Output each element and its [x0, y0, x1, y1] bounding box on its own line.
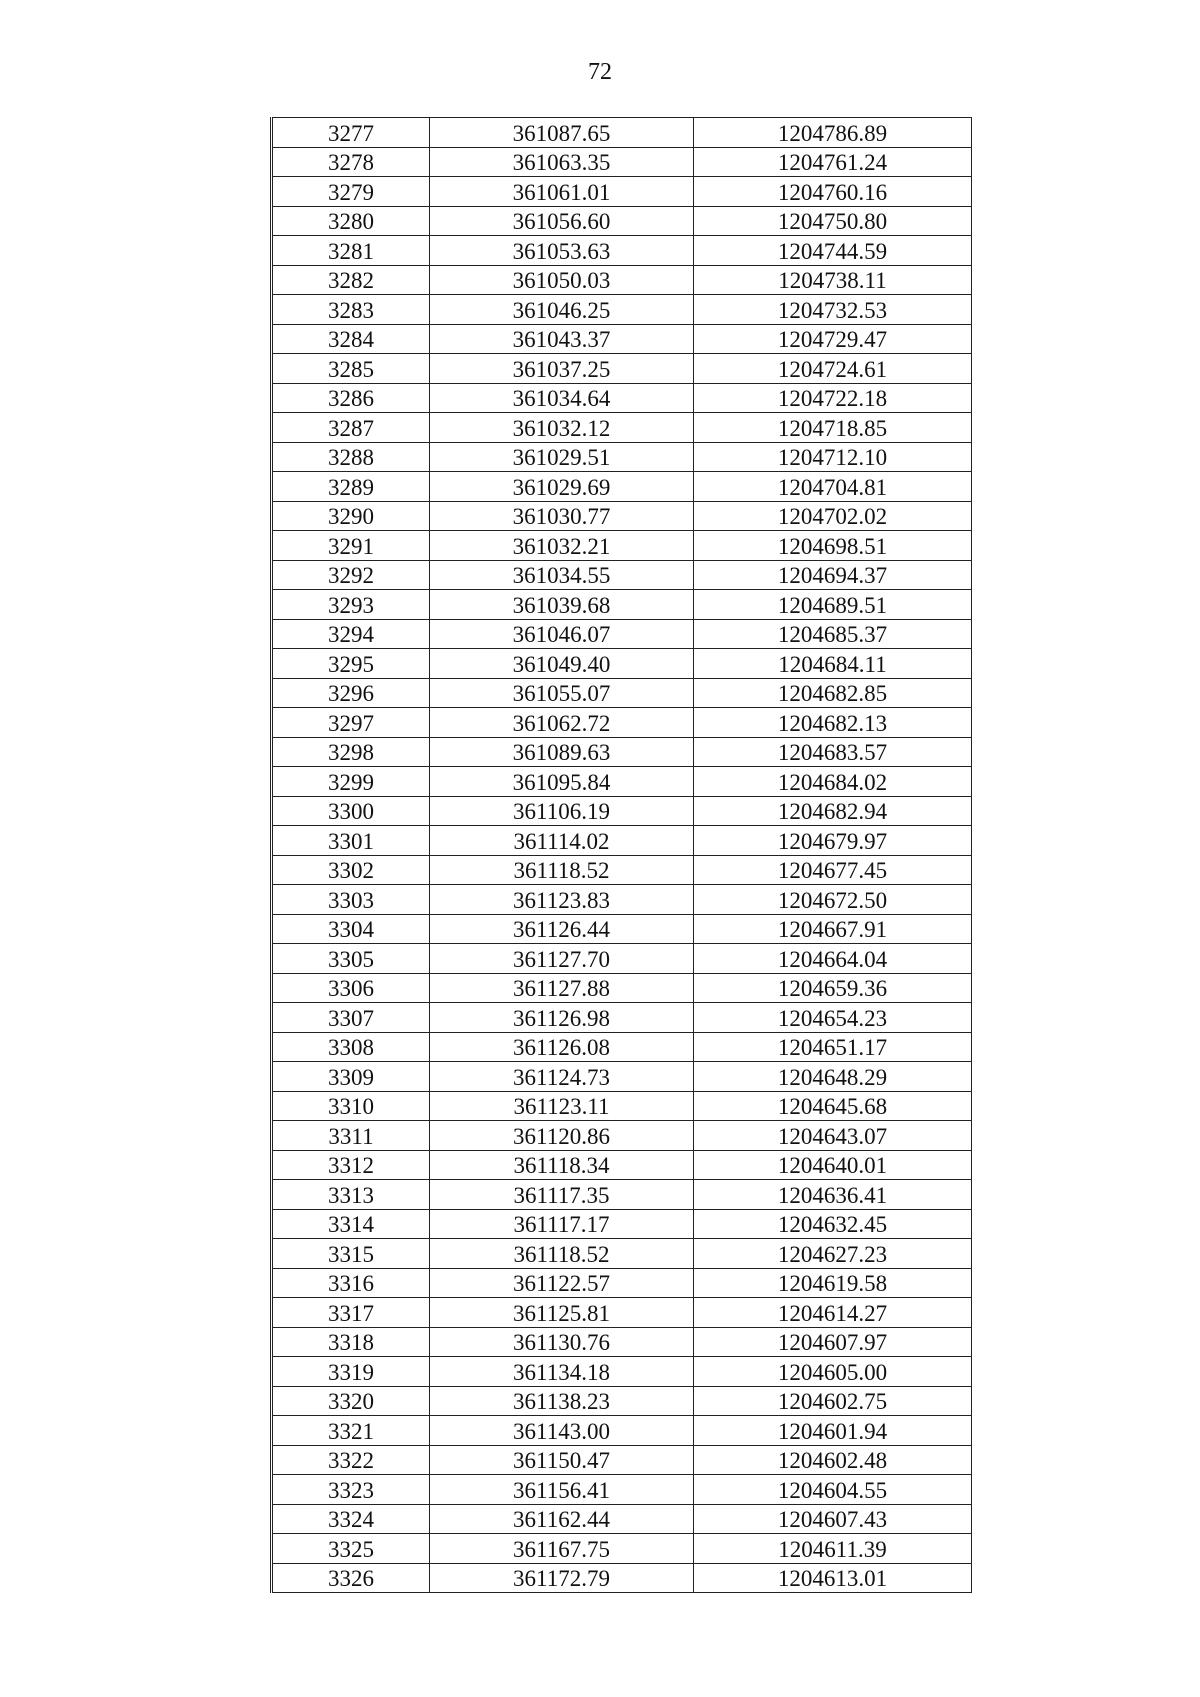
y-coordinate-cell: 1204698.51: [694, 531, 972, 561]
x-coordinate-cell: 361126.44: [430, 914, 694, 944]
table-row: [272, 1062, 972, 1092]
point-number-cell: 3303: [272, 885, 430, 915]
y-coordinate-cell: 1204682.13: [694, 708, 972, 738]
point-number-cell: 3304: [272, 914, 430, 944]
table-row: [272, 265, 972, 295]
table-row: [272, 1445, 972, 1475]
x-coordinate-cell: 361172.79: [430, 1563, 694, 1593]
table-row: [272, 1150, 972, 1180]
table-row: [272, 413, 972, 443]
x-coordinate-cell: 361106.19: [430, 796, 694, 826]
x-coordinate-cell: 361056.60: [430, 206, 694, 236]
table-row: [272, 236, 972, 266]
y-coordinate-cell: 1204677.45: [694, 855, 972, 885]
x-coordinate-cell: 361039.68: [430, 590, 694, 620]
y-coordinate-cell: 1204614.27: [694, 1298, 972, 1328]
point-number-cell: 3319: [272, 1357, 430, 1387]
y-coordinate-cell: 1204744.59: [694, 236, 972, 266]
point-number-cell: 3315: [272, 1239, 430, 1269]
point-number-cell: 3290: [272, 501, 430, 531]
x-coordinate-cell: 361062.72: [430, 708, 694, 738]
table-row: [272, 442, 972, 472]
y-coordinate-cell: 1204679.97: [694, 826, 972, 856]
table-row: [272, 767, 972, 797]
y-coordinate-cell: 1204684.02: [694, 767, 972, 797]
table-row: [272, 1180, 972, 1210]
point-number-cell: 3318: [272, 1327, 430, 1357]
point-number-cell: 3281: [272, 236, 430, 266]
y-coordinate-cell: 1204654.23: [694, 1003, 972, 1033]
y-coordinate-cell: 1204667.91: [694, 914, 972, 944]
x-coordinate-cell: 361095.84: [430, 767, 694, 797]
x-coordinate-cell: 361063.35: [430, 147, 694, 177]
point-number-cell: 3296: [272, 678, 430, 708]
y-coordinate-cell: 1204627.23: [694, 1239, 972, 1269]
x-coordinate-cell: 361043.37: [430, 324, 694, 354]
point-number-cell: 3308: [272, 1032, 430, 1062]
table-row: [272, 1386, 972, 1416]
y-coordinate-cell: 1204636.41: [694, 1180, 972, 1210]
point-number-cell: 3314: [272, 1209, 430, 1239]
table-row: [272, 855, 972, 885]
x-coordinate-cell: 361034.64: [430, 383, 694, 413]
point-number-cell: 3300: [272, 796, 430, 826]
x-coordinate-cell: 361162.44: [430, 1504, 694, 1534]
x-coordinate-cell: 361046.07: [430, 619, 694, 649]
x-coordinate-cell: 361087.65: [430, 118, 694, 148]
point-number-cell: 3323: [272, 1475, 430, 1505]
table-row: [272, 1327, 972, 1357]
point-number-cell: 3285: [272, 354, 430, 384]
x-coordinate-cell: 361029.69: [430, 472, 694, 502]
table-row: [272, 796, 972, 826]
table-row: [272, 472, 972, 502]
point-number-cell: 3310: [272, 1091, 430, 1121]
point-number-cell: 3294: [272, 619, 430, 649]
x-coordinate-cell: 361114.02: [430, 826, 694, 856]
y-coordinate-cell: 1204684.11: [694, 649, 972, 679]
table-row: [272, 590, 972, 620]
x-coordinate-cell: 361167.75: [430, 1534, 694, 1564]
y-coordinate-cell: 1204643.07: [694, 1121, 972, 1151]
y-coordinate-cell: 1204602.75: [694, 1386, 972, 1416]
y-coordinate-cell: 1204602.48: [694, 1445, 972, 1475]
point-number-cell: 3279: [272, 177, 430, 207]
x-coordinate-cell: 361089.63: [430, 737, 694, 767]
y-coordinate-cell: 1204718.85: [694, 413, 972, 443]
x-coordinate-cell: 361032.21: [430, 531, 694, 561]
table-row: [272, 1121, 972, 1151]
point-number-cell: 3322: [272, 1445, 430, 1475]
point-number-cell: 3326: [272, 1563, 430, 1593]
x-coordinate-cell: 361118.52: [430, 855, 694, 885]
table-row: [272, 678, 972, 708]
point-number-cell: 3321: [272, 1416, 430, 1446]
y-coordinate-cell: 1204607.43: [694, 1504, 972, 1534]
x-coordinate-cell: 361117.17: [430, 1209, 694, 1239]
x-coordinate-cell: 361061.01: [430, 177, 694, 207]
y-coordinate-cell: 1204704.81: [694, 472, 972, 502]
x-coordinate-cell: 361134.18: [430, 1357, 694, 1387]
table-row: [272, 560, 972, 590]
x-coordinate-cell: 361118.52: [430, 1239, 694, 1269]
x-coordinate-cell: 361053.63: [430, 236, 694, 266]
y-coordinate-cell: 1204761.24: [694, 147, 972, 177]
y-coordinate-cell: 1204601.94: [694, 1416, 972, 1446]
table-row: [272, 914, 972, 944]
table-row: [272, 295, 972, 325]
point-number-cell: 3312: [272, 1150, 430, 1180]
table-row: [272, 1239, 972, 1269]
table-row: [272, 501, 972, 531]
table-row: [272, 1504, 972, 1534]
table-row: [272, 826, 972, 856]
y-coordinate-cell: 1204659.36: [694, 973, 972, 1003]
table-row: [272, 1298, 972, 1328]
table-row: [272, 1003, 972, 1033]
x-coordinate-cell: 361125.81: [430, 1298, 694, 1328]
y-coordinate-cell: 1204672.50: [694, 885, 972, 915]
table-row: [272, 1091, 972, 1121]
point-number-cell: 3298: [272, 737, 430, 767]
point-number-cell: 3280: [272, 206, 430, 236]
y-coordinate-cell: 1204619.58: [694, 1268, 972, 1298]
table-body: [272, 118, 972, 1593]
x-coordinate-cell: 361124.73: [430, 1062, 694, 1092]
point-number-cell: 3325: [272, 1534, 430, 1564]
x-coordinate-cell: 361126.98: [430, 1003, 694, 1033]
table-row: [272, 649, 972, 679]
x-coordinate-cell: 361120.86: [430, 1121, 694, 1151]
table-row: [272, 1032, 972, 1062]
y-coordinate-cell: 1204760.16: [694, 177, 972, 207]
point-number-cell: 3292: [272, 560, 430, 590]
point-number-cell: 3284: [272, 324, 430, 354]
point-number-cell: 3282: [272, 265, 430, 295]
y-coordinate-cell: 1204648.29: [694, 1062, 972, 1092]
y-coordinate-cell: 1204682.85: [694, 678, 972, 708]
table-row: [272, 1563, 972, 1593]
y-coordinate-cell: 1204640.01: [694, 1150, 972, 1180]
point-number-cell: 3295: [272, 649, 430, 679]
point-number-cell: 3309: [272, 1062, 430, 1092]
table-row: [272, 177, 972, 207]
table-row: [272, 1209, 972, 1239]
point-number-cell: 3307: [272, 1003, 430, 1033]
table-row: [272, 737, 972, 767]
x-coordinate-cell: 361156.41: [430, 1475, 694, 1505]
point-number-cell: 3283: [272, 295, 430, 325]
x-coordinate-cell: 361126.08: [430, 1032, 694, 1062]
x-coordinate-cell: 361130.76: [430, 1327, 694, 1357]
coordinates-table: [270, 117, 972, 1593]
point-number-cell: 3305: [272, 944, 430, 974]
y-coordinate-cell: 1204632.45: [694, 1209, 972, 1239]
y-coordinate-cell: 1204732.53: [694, 295, 972, 325]
x-coordinate-cell: 361037.25: [430, 354, 694, 384]
y-coordinate-cell: 1204651.17: [694, 1032, 972, 1062]
x-coordinate-cell: 361046.25: [430, 295, 694, 325]
table-row: [272, 1475, 972, 1505]
table-row: [272, 147, 972, 177]
point-number-cell: 3316: [272, 1268, 430, 1298]
table-row: [272, 1268, 972, 1298]
y-coordinate-cell: 1204750.80: [694, 206, 972, 236]
point-number-cell: 3302: [272, 855, 430, 885]
y-coordinate-cell: 1204724.61: [694, 354, 972, 384]
y-coordinate-cell: 1204738.11: [694, 265, 972, 295]
x-coordinate-cell: 361030.77: [430, 501, 694, 531]
y-coordinate-cell: 1204702.02: [694, 501, 972, 531]
point-number-cell: 3293: [272, 590, 430, 620]
x-coordinate-cell: 361049.40: [430, 649, 694, 679]
x-coordinate-cell: 361143.00: [430, 1416, 694, 1446]
point-number-cell: 3277: [272, 118, 430, 148]
x-coordinate-cell: 361122.57: [430, 1268, 694, 1298]
table-row: [272, 206, 972, 236]
x-coordinate-cell: 361127.88: [430, 973, 694, 1003]
table-row: [272, 324, 972, 354]
y-coordinate-cell: 1204645.68: [694, 1091, 972, 1121]
table-row: [272, 885, 972, 915]
table-row: [272, 1357, 972, 1387]
point-number-cell: 3289: [272, 472, 430, 502]
y-coordinate-cell: 1204689.51: [694, 590, 972, 620]
x-coordinate-cell: 361029.51: [430, 442, 694, 472]
x-coordinate-cell: 361127.70: [430, 944, 694, 974]
point-number-cell: 3286: [272, 383, 430, 413]
y-coordinate-cell: 1204722.18: [694, 383, 972, 413]
x-coordinate-cell: 361055.07: [430, 678, 694, 708]
table-row: [272, 1534, 972, 1564]
y-coordinate-cell: 1204682.94: [694, 796, 972, 826]
y-coordinate-cell: 1204786.89: [694, 118, 972, 148]
y-coordinate-cell: 1204605.00: [694, 1357, 972, 1387]
x-coordinate-cell: 361032.12: [430, 413, 694, 443]
table-row: [272, 118, 972, 148]
table-row: [272, 973, 972, 1003]
y-coordinate-cell: 1204712.10: [694, 442, 972, 472]
table-row: [272, 944, 972, 974]
x-coordinate-cell: 361150.47: [430, 1445, 694, 1475]
y-coordinate-cell: 1204613.01: [694, 1563, 972, 1593]
point-number-cell: 3324: [272, 1504, 430, 1534]
x-coordinate-cell: 361118.34: [430, 1150, 694, 1180]
x-coordinate-cell: 361123.83: [430, 885, 694, 915]
y-coordinate-cell: 1204607.97: [694, 1327, 972, 1357]
point-number-cell: 3311: [272, 1121, 430, 1151]
y-coordinate-cell: 1204683.57: [694, 737, 972, 767]
point-number-cell: 3306: [272, 973, 430, 1003]
point-number-cell: 3297: [272, 708, 430, 738]
y-coordinate-cell: 1204729.47: [694, 324, 972, 354]
point-number-cell: 3317: [272, 1298, 430, 1328]
point-number-cell: 3320: [272, 1386, 430, 1416]
point-number-cell: 3299: [272, 767, 430, 797]
x-coordinate-cell: 361123.11: [430, 1091, 694, 1121]
x-coordinate-cell: 361138.23: [430, 1386, 694, 1416]
x-coordinate-cell: 361034.55: [430, 560, 694, 590]
table-row: [272, 708, 972, 738]
point-number-cell: 3278: [272, 147, 430, 177]
table-row: [272, 531, 972, 561]
table-row: [272, 1416, 972, 1446]
page-number: 72: [588, 59, 612, 85]
x-coordinate-cell: 361117.35: [430, 1180, 694, 1210]
y-coordinate-cell: 1204664.04: [694, 944, 972, 974]
point-number-cell: 3313: [272, 1180, 430, 1210]
y-coordinate-cell: 1204685.37: [694, 619, 972, 649]
point-number-cell: 3287: [272, 413, 430, 443]
x-coordinate-cell: 361050.03: [430, 265, 694, 295]
y-coordinate-cell: 1204611.39: [694, 1534, 972, 1564]
point-number-cell: 3288: [272, 442, 430, 472]
point-number-cell: 3291: [272, 531, 430, 561]
y-coordinate-cell: 1204604.55: [694, 1475, 972, 1505]
point-number-cell: 3301: [272, 826, 430, 856]
y-coordinate-cell: 1204694.37: [694, 560, 972, 590]
table-row: [272, 619, 972, 649]
table-row: [272, 383, 972, 413]
table-row: [272, 354, 972, 384]
